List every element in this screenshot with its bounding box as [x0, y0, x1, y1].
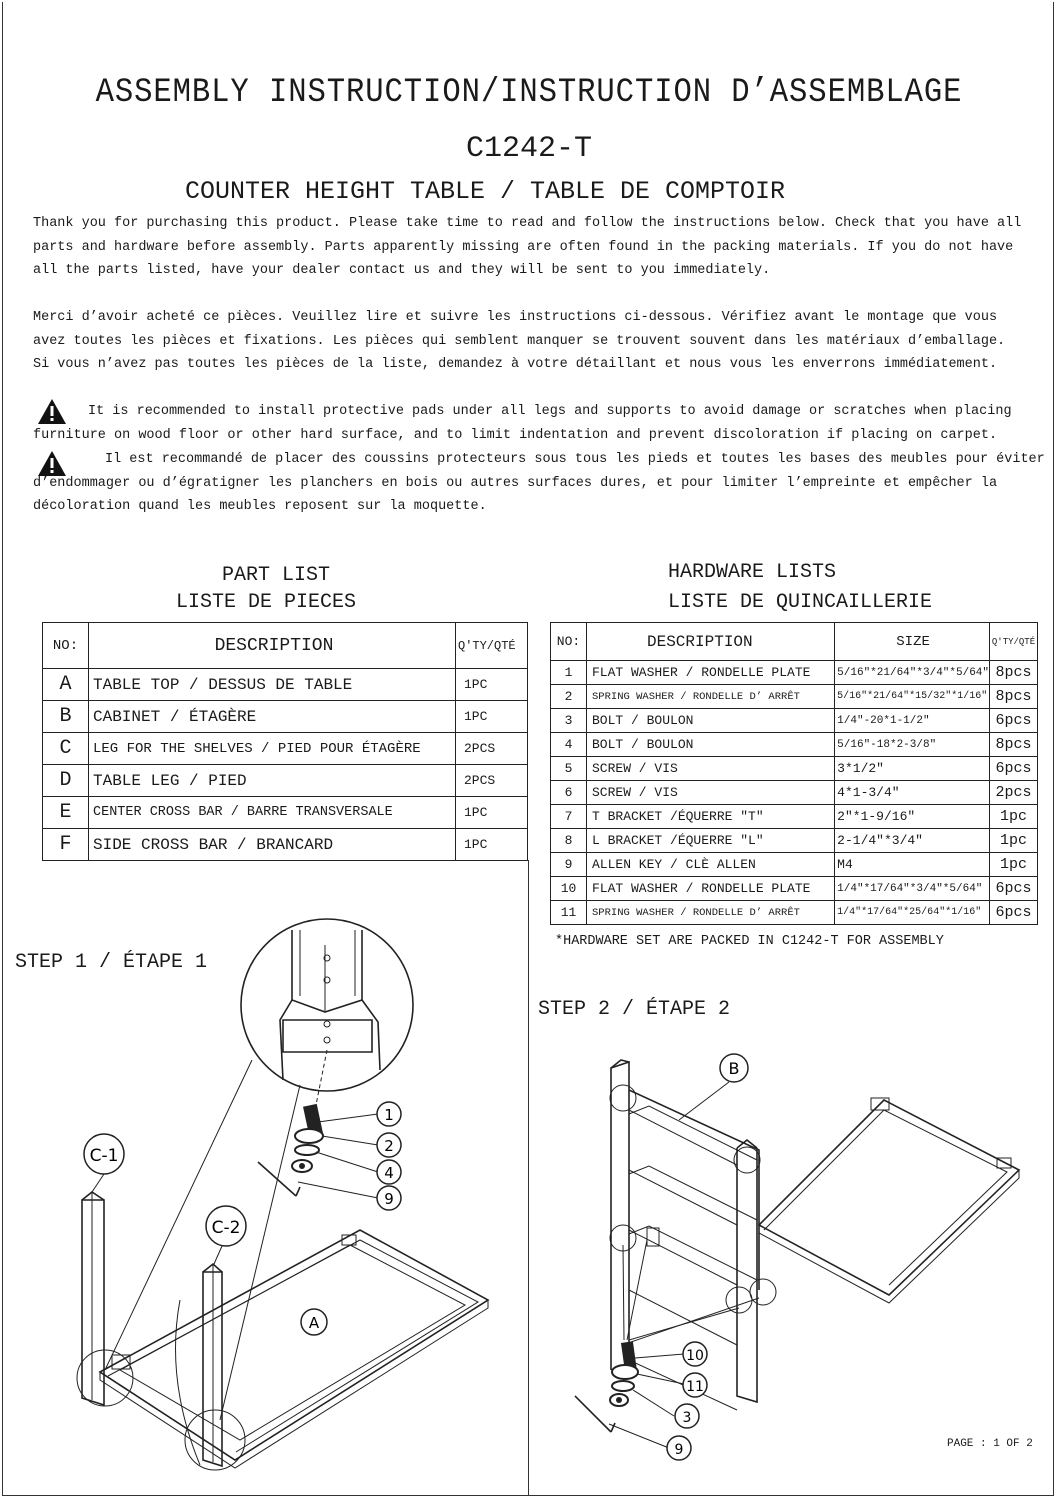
hw-description: BOLT / BOULON	[587, 733, 835, 757]
hw-size: M4	[835, 853, 990, 877]
intro-english: Thank you for purchasing this product. Please take time to read and follow the instructions below. Check that you have all parts and hardware before assembly. Parts apparently missing are often found in the packing materials. If you do not have all the parts listed, have your dealer contact us and they will be sent to you immediately.	[33, 216, 1022, 278]
page-title: ASSEMBLY INSTRUCTION/INSTRUCTION D’ASSEMBLAGE	[95, 74, 963, 112]
part-no: F	[43, 829, 89, 861]
hardware-list-title-en: HARDWARE LISTS	[668, 561, 837, 584]
hw-no: 4	[551, 733, 587, 757]
callout-a	[301, 1309, 327, 1335]
table-row	[551, 757, 1038, 781]
hw-description: SPRING WASHER / RONDELLE D’ ARRÊT	[587, 685, 835, 709]
hw-description: SPRING WASHER / RONDELLE D’ ARRÊT	[587, 901, 835, 925]
hardware-list-table	[550, 622, 1038, 925]
callout-1	[377, 1102, 401, 1126]
hw-no: 5	[551, 757, 587, 781]
hw-description: ALLEN KEY / CLÈ ALLEN	[587, 853, 835, 877]
callout-c1	[84, 1134, 124, 1192]
hw-description: L BRACKET /ÉQUERRE "L"	[587, 829, 835, 853]
col-description: DESCRIPTION	[89, 623, 456, 669]
part-description: SIDE CROSS BAR / BRANCARD	[89, 829, 456, 861]
hw-qty: 1pc	[990, 829, 1038, 853]
hw-size: 5/16"*21/64"*15/32"*1/16"	[835, 685, 990, 709]
svg-text:11: 11	[686, 1379, 704, 1395]
intro-french: Merci d’avoir acheté ce pièces. Veuillez lire et suivre les instructions ci-dessous. Vérifiez avant le montage que vous avez toutes les pièces et fixations. Les pièces qui semblent manquer se trouvent souvent dans les matériaux d’emballage. Si vous n’avez pas toutes les pièces de la liste, demandez à votre détaillant et nous vous les enverrons immédiatement.	[33, 310, 1006, 372]
svg-text:10: 10	[686, 1348, 704, 1364]
col-no: NO:	[43, 623, 89, 669]
detail-leg-corner	[280, 930, 380, 1080]
hw-description: FLAT WASHER / RONDELLE PLATE	[587, 661, 835, 685]
col-no: NO:	[551, 623, 587, 661]
svg-text:9: 9	[384, 1190, 394, 1208]
hardware-list-title-fr: LISTE DE QUINCAILLERIE	[668, 591, 933, 614]
part-qty: 1PC	[456, 669, 528, 701]
hw-qty: 6pcs	[990, 709, 1038, 733]
table-row	[43, 829, 528, 861]
table-row	[551, 709, 1038, 733]
col-size: SIZE	[835, 623, 990, 661]
detail-circle	[241, 919, 413, 1091]
hw-no: 7	[551, 805, 587, 829]
svg-text:1: 1	[384, 1106, 394, 1124]
model-number: C1242-T	[465, 132, 593, 166]
table-row	[43, 797, 528, 829]
svg-text:3: 3	[682, 1410, 692, 1426]
part-list-title-fr: LISTE DE PIECES	[176, 591, 357, 614]
hw-size: 5/16"*21/64"*3/4"*5/64"	[835, 661, 990, 685]
hw-no: 1	[551, 661, 587, 685]
hw-no: 6	[551, 781, 587, 805]
part-no: B	[43, 701, 89, 733]
svg-text:9: 9	[674, 1442, 684, 1458]
hw-no: 11	[551, 901, 587, 925]
col-qty: Q'TY/QTÉ	[990, 623, 1038, 661]
hw-qty: 8pcs	[990, 733, 1038, 757]
svg-text:2: 2	[384, 1137, 394, 1155]
callout-c2	[206, 1206, 246, 1264]
table-row	[551, 685, 1038, 709]
table-row	[43, 733, 528, 765]
part-description: LEG FOR THE SHELVES / PIED POUR ÉTAGÈRE	[89, 733, 456, 765]
part-no: A	[43, 669, 89, 701]
svg-text:B: B	[728, 1059, 740, 1078]
table-row	[551, 781, 1038, 805]
part-no: D	[43, 765, 89, 797]
callout-9	[667, 1436, 691, 1460]
hw-description: BOLT / BOULON	[587, 709, 835, 733]
table-row	[551, 853, 1038, 877]
hw-size: 1/4"*17/64"*25/64"*1/16"	[835, 901, 990, 925]
col-qty: Q'TY/QTÉ	[456, 623, 528, 669]
part-no: C	[43, 733, 89, 765]
hw-qty: 2pcs	[990, 781, 1038, 805]
hw-no: 9	[551, 853, 587, 877]
table-header-row	[551, 623, 1038, 661]
hw-no: 8	[551, 829, 587, 853]
hw-qty: 8pcs	[990, 661, 1038, 685]
table-row	[551, 877, 1038, 901]
callout-2	[377, 1133, 401, 1157]
part-description: CABINET / ÉTAGÈRE	[89, 701, 456, 733]
hw-qty: 1pc	[990, 805, 1038, 829]
page-number: PAGE : 1 OF 2	[947, 1438, 1033, 1450]
table-header-row	[43, 623, 528, 669]
leg-c2	[203, 1264, 222, 1466]
svg-text:C-1: C-1	[89, 1146, 119, 1166]
step2-diagram	[529, 1040, 1049, 1496]
part-qty: 2PCS	[456, 765, 528, 797]
svg-text:A: A	[308, 1314, 320, 1332]
callout-11	[683, 1373, 707, 1397]
part-qty: 1PC	[456, 829, 528, 861]
table-row	[551, 829, 1038, 853]
part-qty: 2PCS	[456, 733, 528, 765]
part-no: E	[43, 797, 89, 829]
table-row	[43, 765, 528, 797]
warning-english: It is recommended to install protective pads under all legs and supports to avoid damage or scratches when placing furniture on wood floor or other hard surface, and to limit indentation and prevent discoloration if placing on carpet.	[33, 404, 1012, 443]
part-qty: 1PC	[456, 797, 528, 829]
table-row	[551, 733, 1038, 757]
table-row	[551, 805, 1038, 829]
table-row	[43, 701, 528, 733]
bolt-hardware	[258, 1104, 323, 1196]
hw-qty: 6pcs	[990, 877, 1038, 901]
hw-size: 4*1-3/4"	[835, 781, 990, 805]
part-description: CENTER CROSS BAR / BARRE TRANSVERSALE	[89, 797, 456, 829]
step2-label: STEP 2 / ÉTAPE 2	[538, 998, 731, 1021]
part-description: TABLE LEG / PIED	[89, 765, 456, 797]
part-list-title-en: PART LIST	[222, 564, 331, 587]
col-description: DESCRIPTION	[587, 623, 835, 661]
step1-diagram	[0, 900, 528, 1496]
product-subtitle: COUNTER HEIGHT TABLE / TABLE DE COMPTOIR	[184, 177, 786, 206]
hw-qty: 6pcs	[990, 901, 1038, 925]
step1-label: STEP 1 / ÉTAPE 1	[15, 951, 208, 974]
hw-qty: 6pcs	[990, 757, 1038, 781]
table-row	[551, 901, 1038, 925]
hw-description: SCREW / VIS	[587, 781, 835, 805]
hw-size: 2-1/4"*3/4"	[835, 829, 990, 853]
hw-size: 1/4"*17/64"*3/4"*5/64"	[835, 877, 990, 901]
hw-no: 2	[551, 685, 587, 709]
part-qty: 1PC	[456, 701, 528, 733]
hw-description: FLAT WASHER / RONDELLE PLATE	[587, 877, 835, 901]
hw-no: 10	[551, 877, 587, 901]
bolt-hardware	[575, 1341, 638, 1432]
hw-description: T BRACKET /ÉQUERRE "T"	[587, 805, 835, 829]
callout-4	[377, 1160, 401, 1184]
callout-9	[377, 1186, 401, 1210]
svg-text:4: 4	[384, 1164, 394, 1182]
hw-size: 5/16"-18*2-3/8"	[835, 733, 990, 757]
hw-qty: 8pcs	[990, 685, 1038, 709]
part-list-table	[42, 622, 528, 861]
hw-no: 3	[551, 709, 587, 733]
hw-description: SCREW / VIS	[587, 757, 835, 781]
warning-french: Il est recommandé de placer des coussins protecteurs sous tous les pieds et toutes les bases des meubles pour éviter d’endommager ou d’égratigner les planchers en bois ou autres surfaces dures, et pour limiter l’empreinte et empêcher la décoloration quand les meubles reposent sur la moquette.	[33, 452, 1045, 514]
callout-10	[683, 1342, 707, 1366]
hw-size: 1/4"-20*1-1/2"	[835, 709, 990, 733]
callout-b	[679, 1054, 748, 1120]
callout-3	[675, 1404, 699, 1428]
hw-size: 3*1/2"	[835, 757, 990, 781]
part-description: TABLE TOP / DESSUS DE TABLE	[89, 669, 456, 701]
table-row	[43, 669, 528, 701]
hw-size: 2"*1-9/16"	[835, 805, 990, 829]
hardware-note: *HARDWARE SET ARE PACKED IN C1242-T FOR ASSEMBLY	[555, 934, 944, 949]
table-row	[551, 661, 1038, 685]
hw-qty: 1pc	[990, 853, 1038, 877]
svg-text:C-2: C-2	[211, 1218, 241, 1238]
